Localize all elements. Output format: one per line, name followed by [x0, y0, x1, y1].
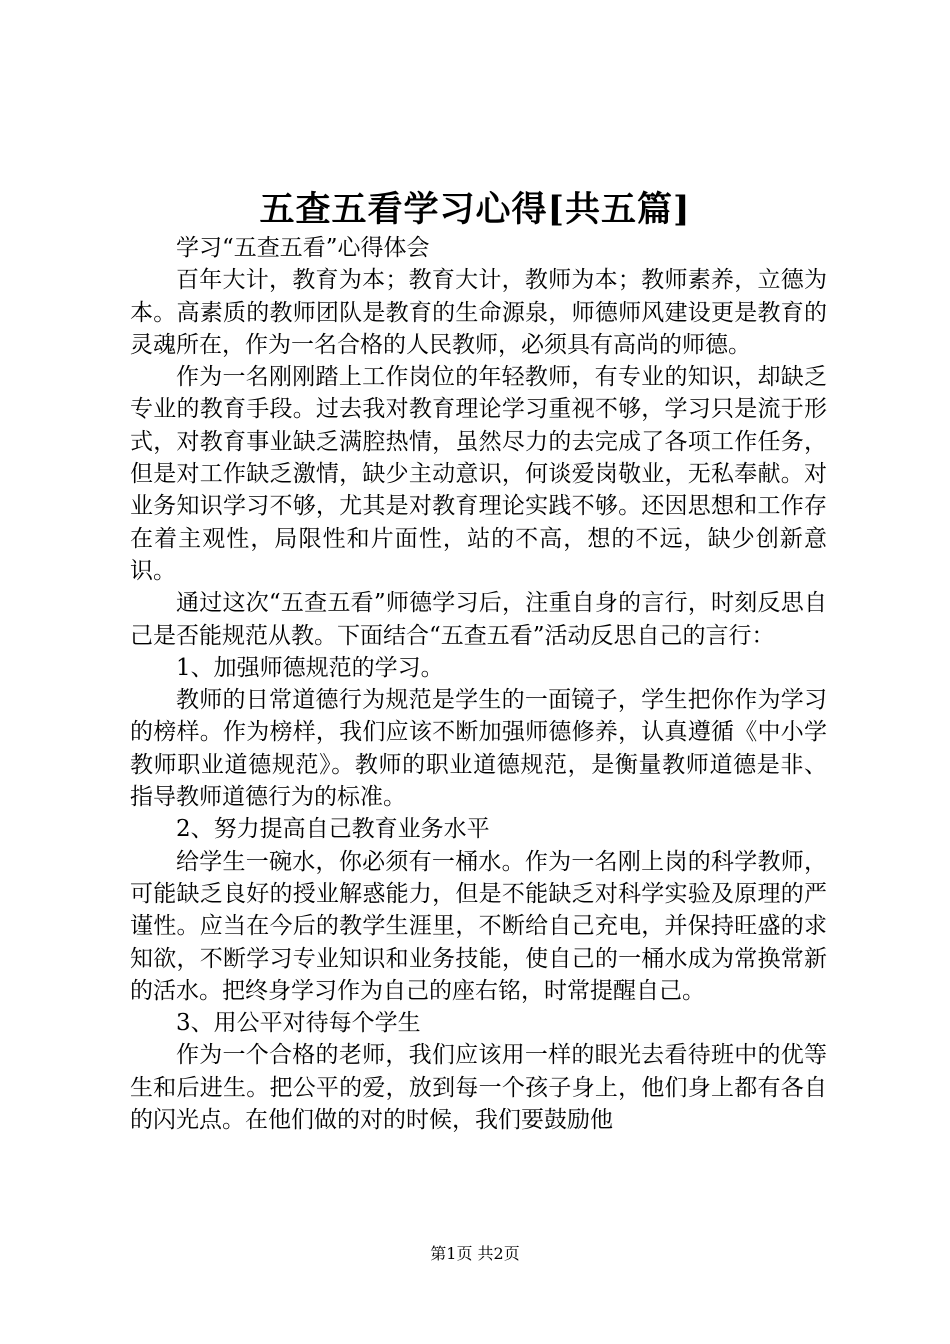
- section-heading: 1、加强师德规范的学习。: [176, 654, 444, 681]
- document-title: 五查五看学习心得[共五篇]: [259, 189, 691, 230]
- document-body: [130, 232, 827, 1136]
- section-heading: 3、用公平对待每个学生: [176, 1010, 421, 1037]
- body-paragraph: 百年大计，教育为本；教育大计，教师为本；教师素养，立德为本。高素质的教师团队是教育的生命源泉，师德师风建设更是教育的灵魂所在，作为一名合格的人民教师，必须具有高尚的师德。: [130, 267, 827, 358]
- body-paragraph: 教师的日常道德行为规范是学生的一面镜子，学生把你作为学习的榜样。作为榜样，我们应该不断加强师德修养，认真遵循《中小学教师职业道德规范》。教师的职业道德规范，是衡量教师道德是非、指导教师道德行为的标准。: [130, 687, 827, 811]
- body-paragraph: 给学生一碗水，你必须有一桶水。作为一名刚上岗的科学教师，可能缺乏良好的授业解惑能力，但是不能缺乏对科学实验及原理的严谨性。应当在今后的教学生涯里，不断给自己充电，并保持旺盛的求知欲，不断学习专业知识和业务技能，使自己的一桶水成为常换常新的活水。把终身学习作为自己的座右铭，时常提醒自己。: [130, 848, 827, 1004]
- body-paragraph: 作为一名刚刚踏上工作岗位的年轻教师，有专业的知识，却缺乏专业的教育手段。过去我对教育理论学习重视不够，学习只是流于形式，对教育事业缺乏满腔热情，虽然尽力的去完成了各项工作任务，但是对工作缺乏激情，缺少主动意识，何谈爱岗敬业，无私奉献。对业务知识学习不够，尤其是对教育理论实践不够。还因思想和工作存在着主观性，局限性和片面性，站的不高，想的不远，缺少创新意识。: [130, 364, 827, 584]
- body-paragraph: 通过这次“五查五看”师德学习后，注重自身的言行，时刻反思自己是否能规范从教。下面结合“五查五看”活动反思自己的言行：: [130, 590, 827, 649]
- body-paragraph: 作为一个合格的老师，我们应该用一样的眼光去看待班中的优等生和后进生。把公平的爱，放到每一个孩子身上，他们身上都有各自的闪光点。在他们做的对的时候，我们要鼓励他: [130, 1042, 827, 1134]
- subtitle-paragraph: 学习“五查五看”心得体会: [176, 235, 430, 261]
- section-heading: 2、努力提高自己教育业务水平: [176, 816, 490, 843]
- page-footer: 第1页 共2页: [430, 1244, 520, 1263]
